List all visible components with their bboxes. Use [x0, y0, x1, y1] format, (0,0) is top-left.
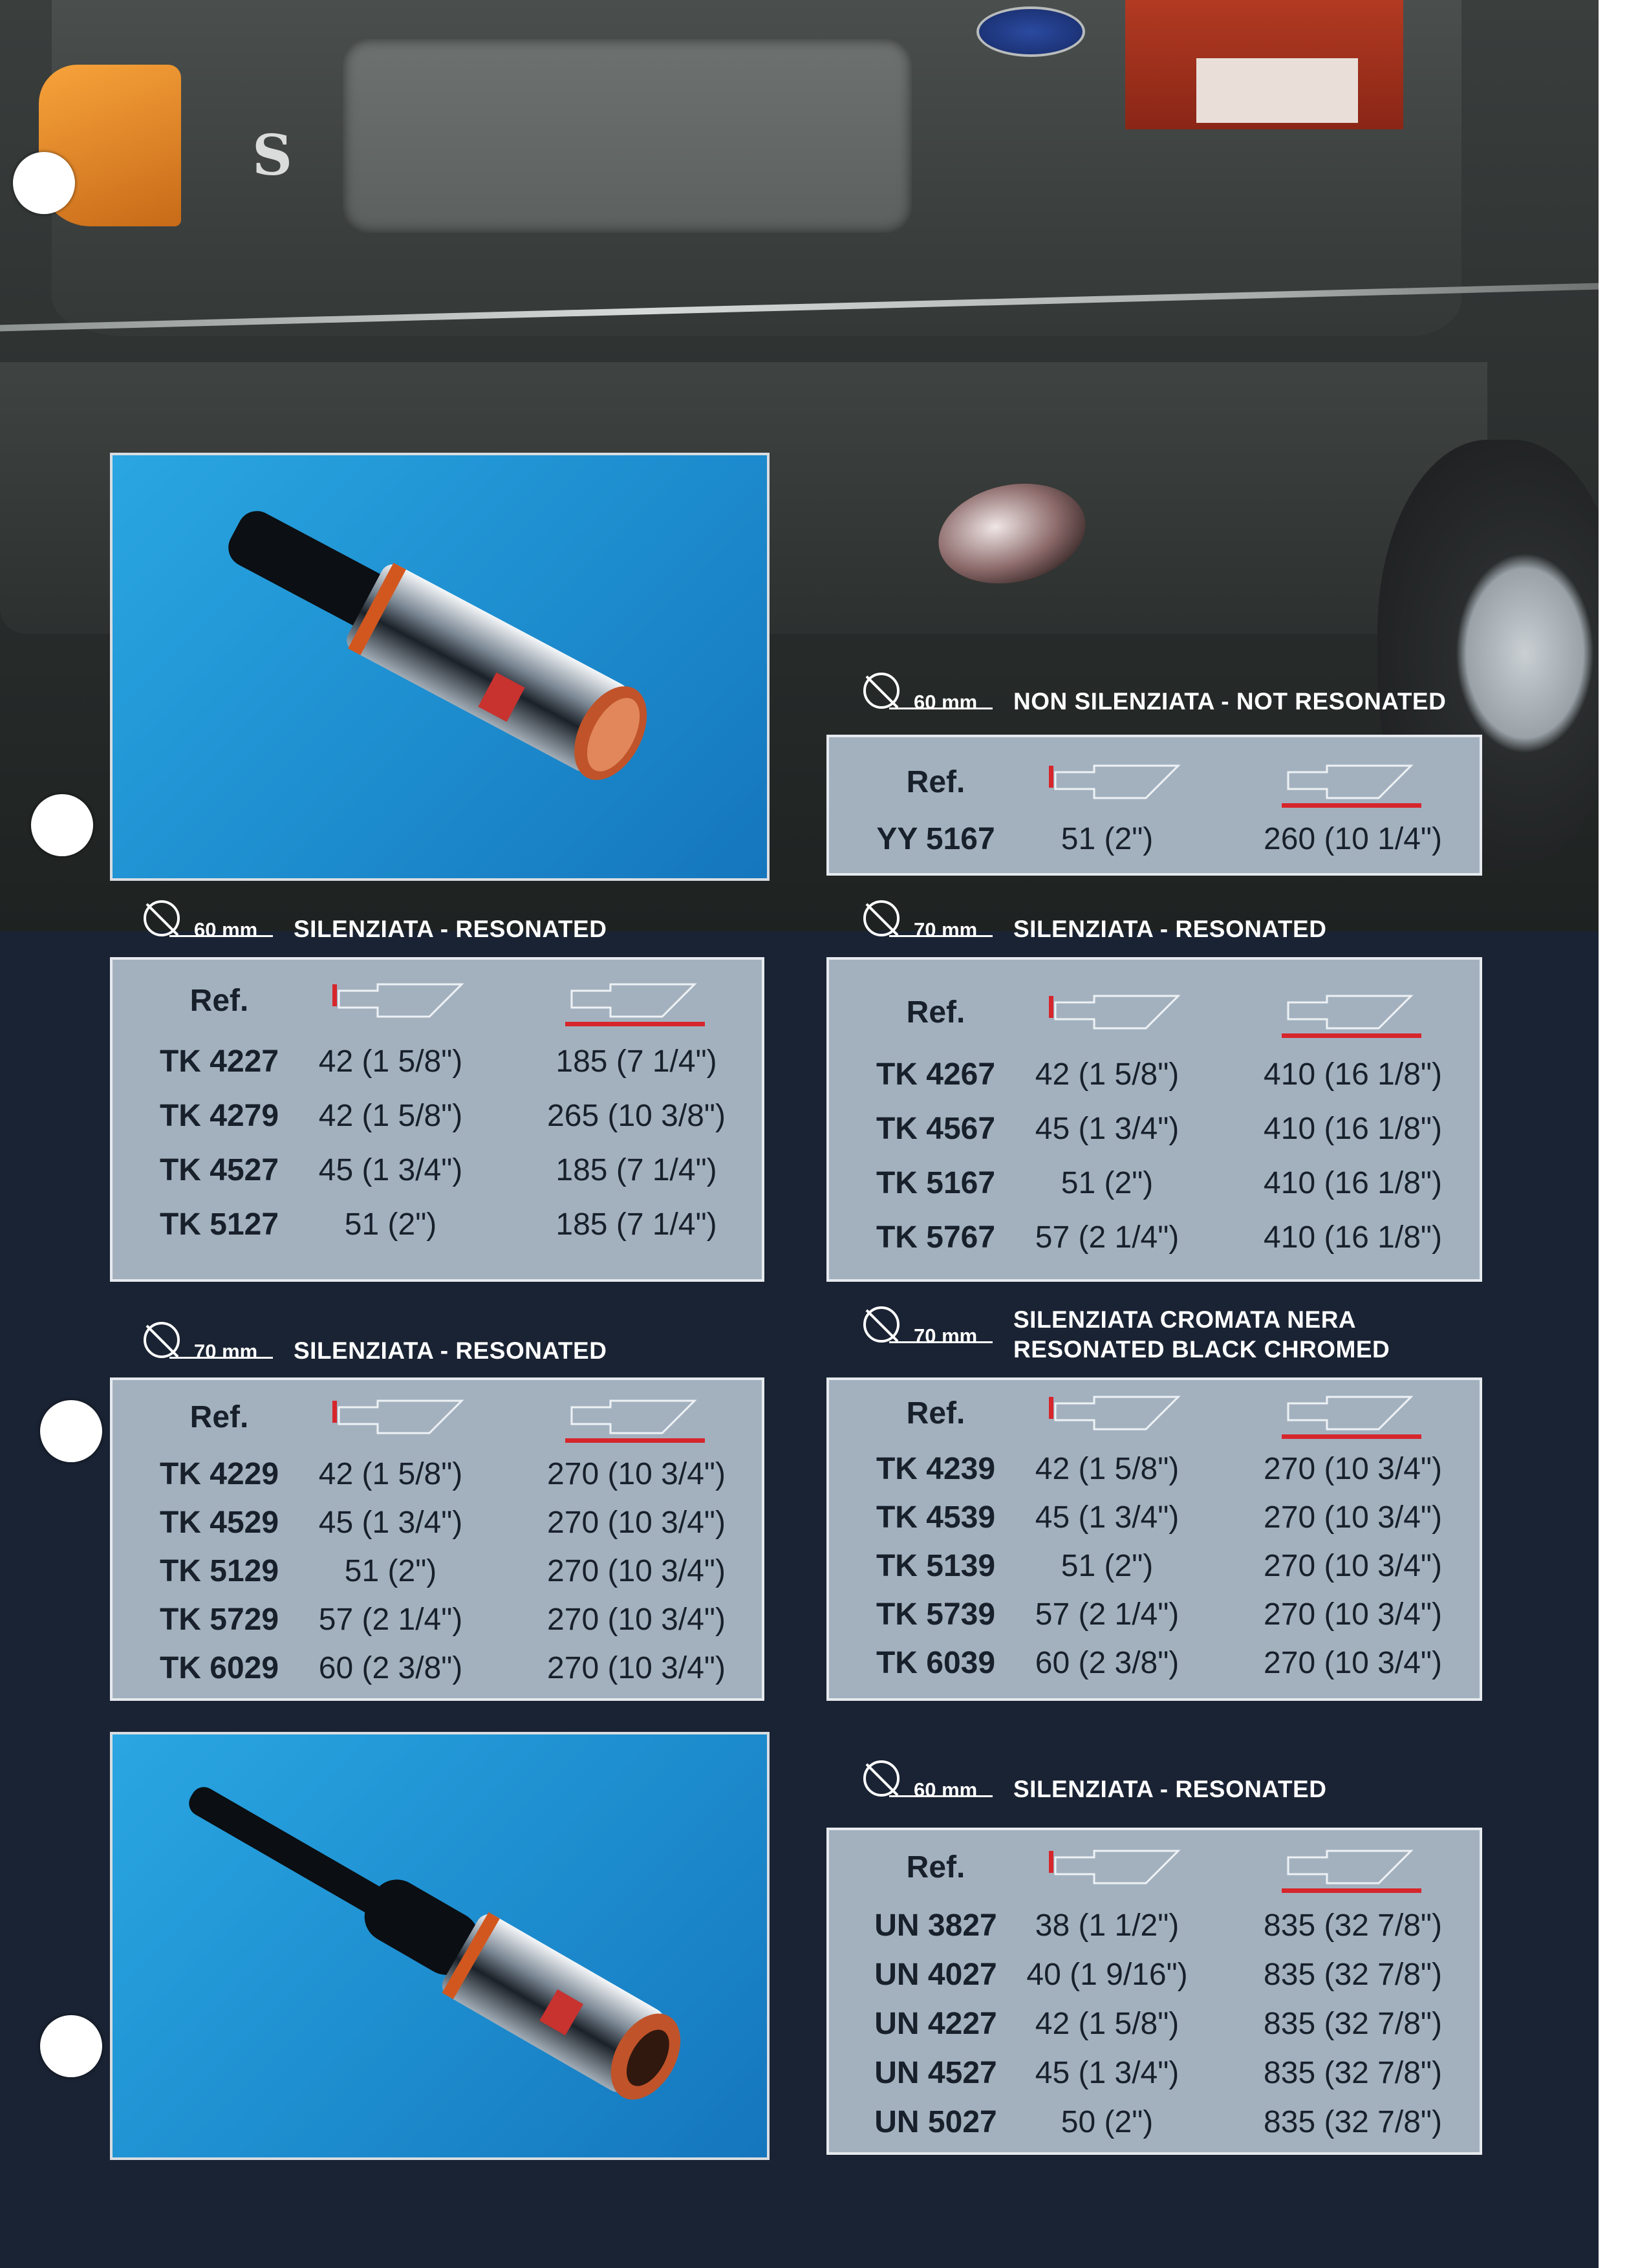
part-ref: TK 6039 — [876, 1646, 996, 1680]
inlet-diameter: 38 (1 1/2") — [1035, 1908, 1180, 1943]
part-ref: TK 4529 — [159, 1506, 279, 1540]
section-title: SILENZIATA - RESONATED — [1013, 1776, 1327, 1802]
diameter-label: 60 mm — [914, 691, 978, 713]
inlet-diameter: 60 (2 3/8") — [1035, 1646, 1180, 1680]
table-row — [113, 1152, 762, 1207]
tailpipe-diameter-icon — [1049, 1846, 1191, 1897]
tip-length: 835 (32 7/8") — [1264, 2105, 1442, 2139]
inlet-diameter: 42 (1 5/8") — [318, 1457, 463, 1491]
tailpipe-diameter-icon — [1049, 1392, 1191, 1443]
red-marker — [332, 984, 337, 1006]
table-row — [113, 1553, 762, 1602]
tip-length: 410 (16 1/8") — [1264, 1112, 1442, 1146]
inlet-diameter: 51 (2") — [1061, 1549, 1154, 1583]
tailpipe-image-bottom — [113, 1734, 767, 2157]
red-marker — [1049, 1851, 1053, 1873]
ref-column-header: Ref. — [906, 765, 965, 799]
spec-table — [110, 957, 764, 1282]
part-ref: YY 5167 — [876, 822, 995, 856]
part-ref: UN 5027 — [874, 2105, 997, 2139]
red-underline — [1282, 1888, 1421, 1893]
red-marker — [1049, 996, 1053, 1018]
tailpipe-diameter-icon — [332, 979, 475, 1031]
part-ref: TK 5129 — [159, 1554, 279, 1588]
tailpipe-outline-icon — [1049, 761, 1191, 812]
diameter-icon — [863, 1306, 900, 1343]
inlet-diameter: 42 (1 5/8") — [318, 1044, 463, 1079]
red-marker — [332, 1401, 337, 1423]
tip-length: 410 (16 1/8") — [1264, 1220, 1442, 1255]
inlet-diameter: 42 (1 5/8") — [1035, 1057, 1180, 1092]
tailpipe-outline-icon — [332, 1396, 475, 1447]
inlet-diameter: 42 (1 5/8") — [1035, 2007, 1180, 2041]
spec-table — [826, 1377, 1482, 1701]
tip-length: 185 (7 1/4") — [555, 1207, 717, 1242]
tip-length: 270 (10 3/4") — [547, 1506, 726, 1540]
tip-length: 270 (10 3/4") — [547, 1603, 726, 1637]
inlet-diameter: 57 (2 1/4") — [1035, 1220, 1180, 1255]
ref-column-header: Ref. — [189, 1400, 249, 1434]
table-row — [829, 2104, 1480, 2154]
inlet-diameter: 60 (2 3/8") — [318, 1651, 463, 1685]
section-title: SILENZIATA - RESONATED — [294, 916, 607, 942]
section-header — [863, 673, 1478, 744]
tip-length: 185 (7 1/4") — [555, 1153, 717, 1187]
section-title: SILENZIATA CROMATA NERA — [1013, 1306, 1357, 1333]
tailpipe-length-icon — [1282, 991, 1424, 1042]
part-ref: TK 6029 — [159, 1651, 279, 1685]
part-ref: TK 4567 — [876, 1112, 996, 1146]
part-ref: TK 5729 — [159, 1603, 279, 1637]
diameter-icon — [863, 900, 900, 936]
ref-column-header: Ref. — [906, 1396, 965, 1431]
part-ref: TK 4239 — [876, 1452, 996, 1486]
tip-length: 835 (32 7/8") — [1264, 1958, 1442, 1992]
table-row — [829, 1597, 1480, 1645]
part-ref: TK 5167 — [876, 1166, 996, 1200]
spec-table — [110, 1377, 764, 1701]
part-ref: TK 4279 — [159, 1099, 279, 1133]
tailpipe-length-icon — [565, 1396, 707, 1447]
tip-length: 410 (16 1/8") — [1264, 1166, 1442, 1200]
inlet-diameter: 45 (1 3/4") — [318, 1506, 463, 1540]
part-ref: UN 4527 — [874, 2056, 997, 2090]
tip-length: 270 (10 3/4") — [547, 1651, 726, 1685]
tip-length: 270 (10 3/4") — [1264, 1549, 1442, 1583]
license-plate-recess — [343, 39, 912, 233]
part-ref: TK 4227 — [159, 1044, 279, 1079]
inlet-diameter: 50 (2") — [1061, 2105, 1154, 2139]
tip-length: 270 (10 3/4") — [547, 1457, 726, 1491]
table-row — [829, 1165, 1480, 1220]
ref-column-header: Ref. — [189, 984, 249, 1018]
right-tail-lamp — [1125, 0, 1403, 129]
tip-length: 270 (10 3/4") — [1264, 1597, 1442, 1632]
tailpipe-outline-icon — [1049, 991, 1191, 1042]
tailpipe-diameter-icon — [1049, 991, 1191, 1042]
tip-length: 835 (32 7/8") — [1264, 2007, 1442, 2041]
inlet-diameter: 42 (1 5/8") — [1035, 1452, 1180, 1486]
tip-length: 410 (16 1/8") — [1264, 1057, 1442, 1092]
diameter-icon — [144, 900, 180, 936]
part-ref: TK 4267 — [876, 1057, 996, 1092]
red-underline — [1282, 1434, 1421, 1439]
inlet-diameter: 57 (2 1/4") — [318, 1603, 463, 1637]
table-row — [113, 1098, 762, 1152]
tailpipe-length-icon — [1282, 1392, 1424, 1443]
inlet-diameter: 40 (1 9/16") — [1026, 1958, 1188, 1992]
diameter-icon — [863, 1760, 900, 1797]
car-badge: S — [252, 123, 293, 188]
table-row — [829, 1957, 1480, 2006]
table-row — [829, 2006, 1480, 2055]
spec-table — [826, 957, 1482, 1282]
diameter-label: 70 mm — [914, 918, 978, 941]
punch-hole — [40, 2015, 102, 2077]
tip-length: 270 (10 3/4") — [1264, 1452, 1442, 1486]
section-title-line2: RESONATED BLACK CHROMED — [1013, 1336, 1390, 1363]
car-logo-icon — [976, 6, 1085, 57]
part-ref: TK 5127 — [159, 1207, 279, 1242]
tailpipe-length-icon — [565, 979, 707, 1031]
tip-length: 270 (10 3/4") — [547, 1554, 726, 1588]
section-header — [863, 1306, 1478, 1377]
inlet-diameter: 45 (1 3/4") — [318, 1153, 463, 1187]
inlet-diameter: 51 (2") — [344, 1554, 437, 1588]
punch-hole — [31, 794, 93, 856]
diameter-icon — [144, 1322, 180, 1358]
punch-hole — [40, 1400, 102, 1462]
red-underline — [1282, 1033, 1421, 1038]
part-ref: TK 5739 — [876, 1597, 996, 1632]
table-row — [829, 1111, 1480, 1165]
red-underline — [1282, 803, 1421, 808]
table-row — [829, 2055, 1480, 2104]
tailpipe-length-icon — [1282, 761, 1424, 812]
red-underline — [565, 1022, 705, 1026]
inlet-diameter: 45 (1 3/4") — [1035, 1112, 1180, 1146]
red-marker — [1049, 766, 1053, 788]
part-ref: TK 4527 — [159, 1153, 279, 1187]
spec-table — [826, 1828, 1482, 2155]
tip-length: 835 (32 7/8") — [1264, 1908, 1442, 1943]
tip-length: 185 (7 1/4") — [555, 1044, 717, 1079]
inlet-diameter: 45 (1 3/4") — [1035, 2056, 1180, 2090]
table-row — [829, 1645, 1480, 1694]
ref-column-header: Ref. — [906, 995, 965, 1030]
inlet-diameter: 51 (2") — [1061, 822, 1154, 856]
punch-hole — [13, 152, 75, 214]
section-title: NON SILENZIATA - NOT RESONATED — [1013, 688, 1447, 715]
tip-length: 270 (10 3/4") — [1264, 1646, 1442, 1680]
inlet-diameter: 51 (2") — [344, 1207, 437, 1242]
tailpipe-outline-icon — [1049, 1392, 1191, 1443]
table-row — [113, 1650, 762, 1699]
tailpipe-diameter-icon — [1049, 761, 1191, 812]
section-header — [863, 1760, 1478, 1831]
section-title: SILENZIATA - RESONATED — [1013, 916, 1327, 942]
tailpipe-photo-top — [110, 453, 770, 881]
red-marker — [1049, 1397, 1053, 1419]
tip-length: 260 (10 1/4") — [1264, 822, 1442, 856]
tailpipe-outline-icon — [1049, 1846, 1191, 1897]
table-row — [113, 1207, 762, 1261]
diameter-label: 70 mm — [914, 1324, 978, 1347]
part-ref: UN 4027 — [874, 1958, 997, 1992]
diameter-label: 60 mm — [914, 1778, 978, 1801]
table-row — [829, 1220, 1480, 1274]
table-row — [829, 1548, 1480, 1597]
tailpipe-photo-bottom — [110, 1732, 770, 2160]
ref-column-header: Ref. — [906, 1850, 965, 1885]
diameter-label: 60 mm — [194, 918, 258, 941]
inlet-diameter: 51 (2") — [1061, 1166, 1154, 1200]
spec-table — [826, 735, 1482, 876]
inlet-diameter: 57 (2 1/4") — [1035, 1597, 1180, 1632]
table-row — [829, 1451, 1480, 1500]
table-row — [829, 1908, 1480, 1957]
tailpipe-outline-icon — [332, 979, 475, 1031]
section-title: SILENZIATA - RESONATED — [294, 1337, 607, 1364]
inlet-diameter: 45 (1 3/4") — [1035, 1500, 1180, 1535]
part-ref: UN 3827 — [874, 1908, 997, 1943]
tailpipe-length-icon — [1282, 1846, 1424, 1897]
tip-length: 270 (10 3/4") — [1264, 1500, 1442, 1535]
table-row — [829, 821, 1480, 876]
table-row — [113, 1044, 762, 1098]
part-ref: TK 4539 — [876, 1500, 996, 1535]
table-row — [829, 1057, 1480, 1111]
part-ref: UN 4227 — [874, 2007, 997, 2041]
tip-length: 835 (32 7/8") — [1264, 2056, 1442, 2090]
table-row — [829, 1500, 1480, 1548]
tailpipe-diameter-icon — [332, 1396, 475, 1447]
diameter-label: 70 mm — [194, 1340, 258, 1363]
red-underline — [565, 1438, 705, 1443]
part-ref: TK 4229 — [159, 1457, 279, 1491]
inlet-diameter: 42 (1 5/8") — [318, 1099, 463, 1133]
table-row — [113, 1505, 762, 1553]
part-ref: TK 5139 — [876, 1549, 996, 1583]
table-row — [113, 1456, 762, 1505]
part-ref: TK 5767 — [876, 1220, 996, 1255]
tailpipe-image-top — [113, 455, 767, 878]
tip-length: 265 (10 3/8") — [547, 1099, 726, 1133]
diameter-icon — [863, 673, 900, 709]
table-row — [113, 1602, 762, 1650]
